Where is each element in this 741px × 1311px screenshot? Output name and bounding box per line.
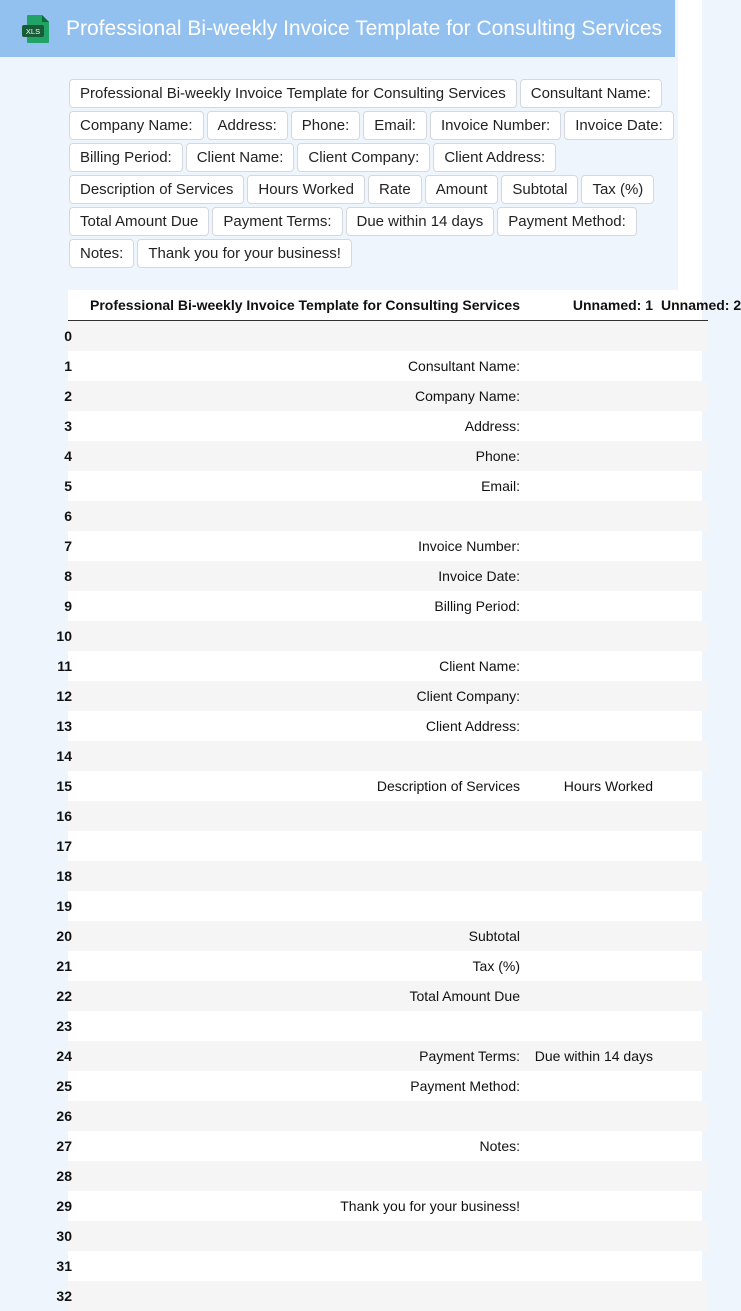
- cell-extra[interactable]: [655, 711, 708, 741]
- table-row: [68, 621, 708, 651]
- row-index-label: 9: [64, 598, 72, 614]
- cell-label[interactable]: Description of Services: [72, 771, 526, 801]
- cell-value[interactable]: [526, 711, 655, 741]
- cell-extra[interactable]: [655, 321, 708, 352]
- cell-extra[interactable]: [655, 411, 708, 441]
- cell-value[interactable]: [526, 531, 655, 561]
- row-index: [68, 861, 72, 891]
- row-index-label: 23: [56, 1018, 72, 1034]
- table-row: [68, 651, 708, 681]
- cell-value[interactable]: [526, 921, 655, 951]
- column-chip[interactable]: Thank you for your business!: [137, 239, 352, 268]
- cell-label[interactable]: Email:: [72, 471, 526, 501]
- column-chip[interactable]: Email:: [363, 111, 427, 140]
- cell-value[interactable]: [526, 1191, 655, 1221]
- table-row: [68, 681, 708, 711]
- row-index: [68, 591, 72, 621]
- data-table: [68, 290, 708, 1311]
- row-index: [68, 441, 72, 471]
- column-chip[interactable]: Tax (%): [581, 175, 654, 204]
- row-index: [68, 351, 72, 381]
- cell-extra[interactable]: [655, 591, 708, 621]
- chip-row: [69, 239, 675, 268]
- table-row: [68, 1161, 708, 1191]
- column-chip[interactable]: Invoice Number:: [430, 111, 561, 140]
- column-chip[interactable]: Payment Terms:: [212, 207, 342, 236]
- table-body: [68, 321, 708, 1311]
- cell-extra[interactable]: [655, 651, 708, 681]
- table-row: [68, 1191, 708, 1221]
- cell-value[interactable]: [526, 351, 655, 381]
- cell-extra[interactable]: [655, 771, 708, 801]
- column-chip[interactable]: Client Company:: [297, 143, 430, 172]
- table-row: [68, 1011, 708, 1041]
- row-index: [68, 1281, 72, 1311]
- row-index-label: 12: [56, 688, 72, 704]
- row-index-label: 0: [64, 328, 72, 344]
- cell-extra[interactable]: [655, 1071, 708, 1101]
- row-index: [68, 741, 72, 771]
- row-index: [68, 651, 72, 681]
- cell-label[interactable]: Billing Period:: [72, 591, 526, 621]
- cell-label[interactable]: [72, 321, 526, 352]
- cell-extra[interactable]: [655, 1191, 708, 1221]
- row-index: [68, 1071, 72, 1101]
- column-chip[interactable]: Subtotal: [501, 175, 578, 204]
- cell-value[interactable]: [526, 831, 655, 861]
- row-index: [68, 1251, 72, 1281]
- row-index-label: 7: [64, 538, 72, 554]
- cell-value[interactable]: [526, 1071, 655, 1101]
- cell-label[interactable]: Phone:: [72, 441, 526, 471]
- row-index-label: 4: [64, 448, 72, 464]
- cell-value[interactable]: [526, 981, 655, 1011]
- cell-extra[interactable]: [655, 801, 708, 831]
- chip-row: [69, 111, 675, 140]
- cell-label[interactable]: [72, 621, 526, 651]
- row-index-label: 32: [56, 1288, 72, 1304]
- cell-label[interactable]: Subtotal: [72, 921, 526, 951]
- row-index: [68, 891, 72, 921]
- chip-row: [69, 143, 675, 172]
- column-chip[interactable]: Due within 14 days: [346, 207, 495, 236]
- cell-value[interactable]: [526, 501, 655, 531]
- row-index-label: 3: [64, 418, 72, 434]
- cell-value[interactable]: [526, 861, 655, 891]
- column-chip-list: [69, 79, 675, 271]
- cell-extra[interactable]: [655, 351, 708, 381]
- row-index-label: 1: [64, 358, 72, 374]
- cell-value[interactable]: [526, 1281, 655, 1311]
- cell-label[interactable]: [72, 891, 526, 921]
- cell-label[interactable]: Company Name:: [72, 381, 526, 411]
- cell-extra[interactable]: [655, 861, 708, 891]
- chip-row: [69, 175, 675, 204]
- column-chip[interactable]: Professional Bi-weekly Invoice Template for Consulting Services: [69, 79, 517, 108]
- column-chip[interactable]: Rate: [368, 175, 422, 204]
- row-index: [68, 771, 72, 801]
- row-index: [68, 1131, 72, 1161]
- excel-file-icon: [22, 14, 50, 44]
- cell-label[interactable]: [72, 1251, 526, 1281]
- table-row: [68, 321, 708, 352]
- table-row: [68, 591, 708, 621]
- cell-label[interactable]: Client Company:: [72, 681, 526, 711]
- app-header: [0, 0, 675, 57]
- cell-extra[interactable]: [655, 1041, 708, 1071]
- cell-extra[interactable]: [655, 741, 708, 771]
- row-index-label: 17: [56, 838, 72, 854]
- column-header-title[interactable]: Professional Bi-weekly Invoice Template for Consulting Services: [72, 290, 526, 321]
- cell-label[interactable]: Address:: [72, 411, 526, 441]
- cell-label[interactable]: [72, 1281, 526, 1311]
- cell-value[interactable]: [526, 741, 655, 771]
- cell-label[interactable]: Total Amount Due: [72, 981, 526, 1011]
- row-index-label: 28: [56, 1168, 72, 1184]
- table-row: [68, 501, 708, 531]
- column-header-unnamed-2[interactable]: Unnamed: 2: [655, 290, 708, 321]
- cell-label[interactable]: Payment Method:: [72, 1071, 526, 1101]
- cell-label[interactable]: Tax (%): [72, 951, 526, 981]
- row-index: [68, 1191, 72, 1221]
- cell-extra[interactable]: [655, 1251, 708, 1281]
- cell-value[interactable]: [526, 561, 655, 591]
- cell-label[interactable]: [72, 501, 526, 531]
- column-chip[interactable]: Amount: [425, 175, 499, 204]
- cell-value[interactable]: [526, 1251, 655, 1281]
- cell-label[interactable]: [72, 831, 526, 861]
- cell-label[interactable]: [72, 861, 526, 891]
- cell-value[interactable]: [526, 591, 655, 621]
- cell-value[interactable]: [526, 951, 655, 981]
- row-index: [68, 981, 72, 1011]
- cell-value[interactable]: [526, 891, 655, 921]
- column-chip[interactable]: Notes:: [69, 239, 134, 268]
- cell-extra[interactable]: [655, 1161, 708, 1191]
- row-index-label: 27: [56, 1138, 72, 1154]
- table-row: [68, 381, 708, 411]
- row-index: [68, 801, 72, 831]
- column-chip[interactable]: Address:: [207, 111, 288, 140]
- table-row: [68, 531, 708, 561]
- column-chip[interactable]: Payment Method:: [497, 207, 637, 236]
- row-index-label: 20: [56, 928, 72, 944]
- cell-label[interactable]: Payment Terms:: [72, 1041, 526, 1071]
- cell-label[interactable]: [72, 1221, 526, 1251]
- row-index-label: 22: [56, 988, 72, 1004]
- column-chip[interactable]: Hours Worked: [247, 175, 365, 204]
- row-index-label: 13: [56, 718, 72, 734]
- table-row: [68, 921, 708, 951]
- cell-value[interactable]: [526, 1161, 655, 1191]
- table-row: [68, 1071, 708, 1101]
- column-chip[interactable]: Billing Period:: [69, 143, 183, 172]
- table-row: [68, 1101, 708, 1131]
- table-row: [68, 1131, 708, 1161]
- table-row: [68, 1221, 708, 1251]
- chip-row: [69, 207, 675, 236]
- row-index: [68, 501, 72, 531]
- row-index-label: 10: [56, 628, 72, 644]
- row-index: [68, 561, 72, 591]
- cell-label[interactable]: Client Address:: [72, 711, 526, 741]
- cell-extra[interactable]: [655, 981, 708, 1011]
- row-index: [68, 621, 72, 651]
- cell-value[interactable]: [526, 1101, 655, 1131]
- column-chip[interactable]: Phone:: [291, 111, 361, 140]
- row-index: [68, 951, 72, 981]
- chip-row: [69, 79, 675, 108]
- table-header-row: [68, 290, 708, 321]
- page-title: Professional Bi-weekly Invoice Template for Consulting Services: [66, 0, 662, 57]
- cell-extra[interactable]: [655, 831, 708, 861]
- table-row: [68, 891, 708, 921]
- cell-value[interactable]: [526, 381, 655, 411]
- table-row: [68, 351, 708, 381]
- cell-label[interactable]: [72, 1161, 526, 1191]
- column-chip[interactable]: Total Amount Due: [69, 207, 209, 236]
- row-index: [68, 1011, 72, 1041]
- table-row: [68, 771, 708, 801]
- table-row: [68, 831, 708, 861]
- row-index-label: 15: [56, 778, 72, 794]
- cell-value[interactable]: Hours Worked: [526, 771, 655, 801]
- cell-label[interactable]: Invoice Date:: [72, 561, 526, 591]
- cell-extra[interactable]: [655, 381, 708, 411]
- cell-value[interactable]: [526, 1131, 655, 1161]
- row-index: [68, 471, 72, 501]
- cell-label[interactable]: Consultant Name:: [72, 351, 526, 381]
- row-index-label: 2: [64, 388, 72, 404]
- table-row: [68, 1041, 708, 1071]
- row-index: [68, 921, 72, 951]
- cell-extra[interactable]: [655, 1011, 708, 1041]
- cell-label[interactable]: Client Name:: [72, 651, 526, 681]
- cell-value[interactable]: [526, 621, 655, 651]
- cell-value[interactable]: [526, 651, 655, 681]
- cell-extra[interactable]: [655, 1221, 708, 1251]
- row-index-label: 26: [56, 1108, 72, 1124]
- table-row: [68, 1281, 708, 1311]
- cell-value[interactable]: [526, 1011, 655, 1041]
- row-index-label: 24: [56, 1048, 72, 1064]
- table-row: [68, 471, 708, 501]
- row-index: [68, 381, 72, 411]
- row-index: [68, 1221, 72, 1251]
- column-chip[interactable]: Description of Services: [69, 175, 244, 204]
- data-table-viewport[interactable]: [68, 290, 678, 1292]
- column-chip[interactable]: Company Name:: [69, 111, 204, 140]
- table-row: [68, 561, 708, 591]
- svg-text:XLS: XLS: [26, 27, 40, 36]
- row-index-label: 19: [56, 898, 72, 914]
- cell-label[interactable]: Invoice Number:: [72, 531, 526, 561]
- cell-label[interactable]: [72, 801, 526, 831]
- table-row: [68, 861, 708, 891]
- cell-extra[interactable]: [655, 441, 708, 471]
- cell-extra[interactable]: [655, 471, 708, 501]
- cell-label[interactable]: [72, 1101, 526, 1131]
- cell-extra[interactable]: [655, 681, 708, 711]
- row-index: [68, 1101, 72, 1131]
- cell-value[interactable]: [526, 441, 655, 471]
- cell-label[interactable]: [72, 741, 526, 771]
- row-index: [68, 831, 72, 861]
- column-chip[interactable]: Consultant Name:: [520, 79, 662, 108]
- column-chip[interactable]: Client Address:: [433, 143, 556, 172]
- table-row: [68, 801, 708, 831]
- cell-extra[interactable]: [655, 1101, 708, 1131]
- row-index-label: 30: [56, 1228, 72, 1244]
- cell-extra[interactable]: [655, 951, 708, 981]
- cell-label[interactable]: Thank you for your business!: [72, 1191, 526, 1221]
- row-index-label: 29: [56, 1198, 72, 1214]
- table-row: [68, 441, 708, 471]
- table-row: [68, 711, 708, 741]
- row-index: [68, 531, 72, 561]
- row-index-label: 8: [64, 568, 72, 584]
- row-index-label: 16: [56, 808, 72, 824]
- cell-extra[interactable]: [655, 1131, 708, 1161]
- cell-label[interactable]: [72, 1011, 526, 1041]
- cell-value[interactable]: [526, 681, 655, 711]
- row-index-label: 31: [56, 1258, 72, 1274]
- cell-extra[interactable]: [655, 501, 708, 531]
- table-row: [68, 981, 708, 1011]
- cell-extra[interactable]: [655, 531, 708, 561]
- cell-extra[interactable]: [655, 1281, 708, 1311]
- cell-extra[interactable]: [655, 561, 708, 591]
- row-index-label: 6: [64, 508, 72, 524]
- cell-value[interactable]: [526, 471, 655, 501]
- table-row: [68, 411, 708, 441]
- row-index: [68, 321, 72, 352]
- row-index: [68, 681, 72, 711]
- cell-value[interactable]: [526, 411, 655, 441]
- cell-value[interactable]: [526, 801, 655, 831]
- cell-extra[interactable]: [655, 621, 708, 651]
- cell-value[interactable]: Due within 14 days: [526, 1041, 655, 1071]
- column-chip[interactable]: Invoice Date:: [564, 111, 674, 140]
- row-index-label: 5: [64, 478, 72, 494]
- row-index: [68, 411, 72, 441]
- row-index-label: 14: [56, 748, 72, 764]
- row-index-label: 11: [57, 658, 72, 674]
- row-index: [68, 1041, 72, 1071]
- row-index-label: 18: [56, 868, 72, 884]
- column-chip[interactable]: Client Name:: [186, 143, 295, 172]
- table-row: [68, 951, 708, 981]
- table-row: [68, 741, 708, 771]
- row-index-label: 25: [56, 1078, 72, 1094]
- cell-label[interactable]: Notes:: [72, 1131, 526, 1161]
- cell-value[interactable]: [526, 321, 655, 352]
- cell-extra[interactable]: [655, 891, 708, 921]
- table-row: [68, 1251, 708, 1281]
- row-index-label: 21: [56, 958, 72, 974]
- cell-value[interactable]: [526, 1221, 655, 1251]
- column-header-unnamed-1[interactable]: Unnamed: 1: [526, 290, 655, 321]
- row-index: [68, 711, 72, 741]
- cell-extra[interactable]: [655, 921, 708, 951]
- row-index: [68, 1161, 72, 1191]
